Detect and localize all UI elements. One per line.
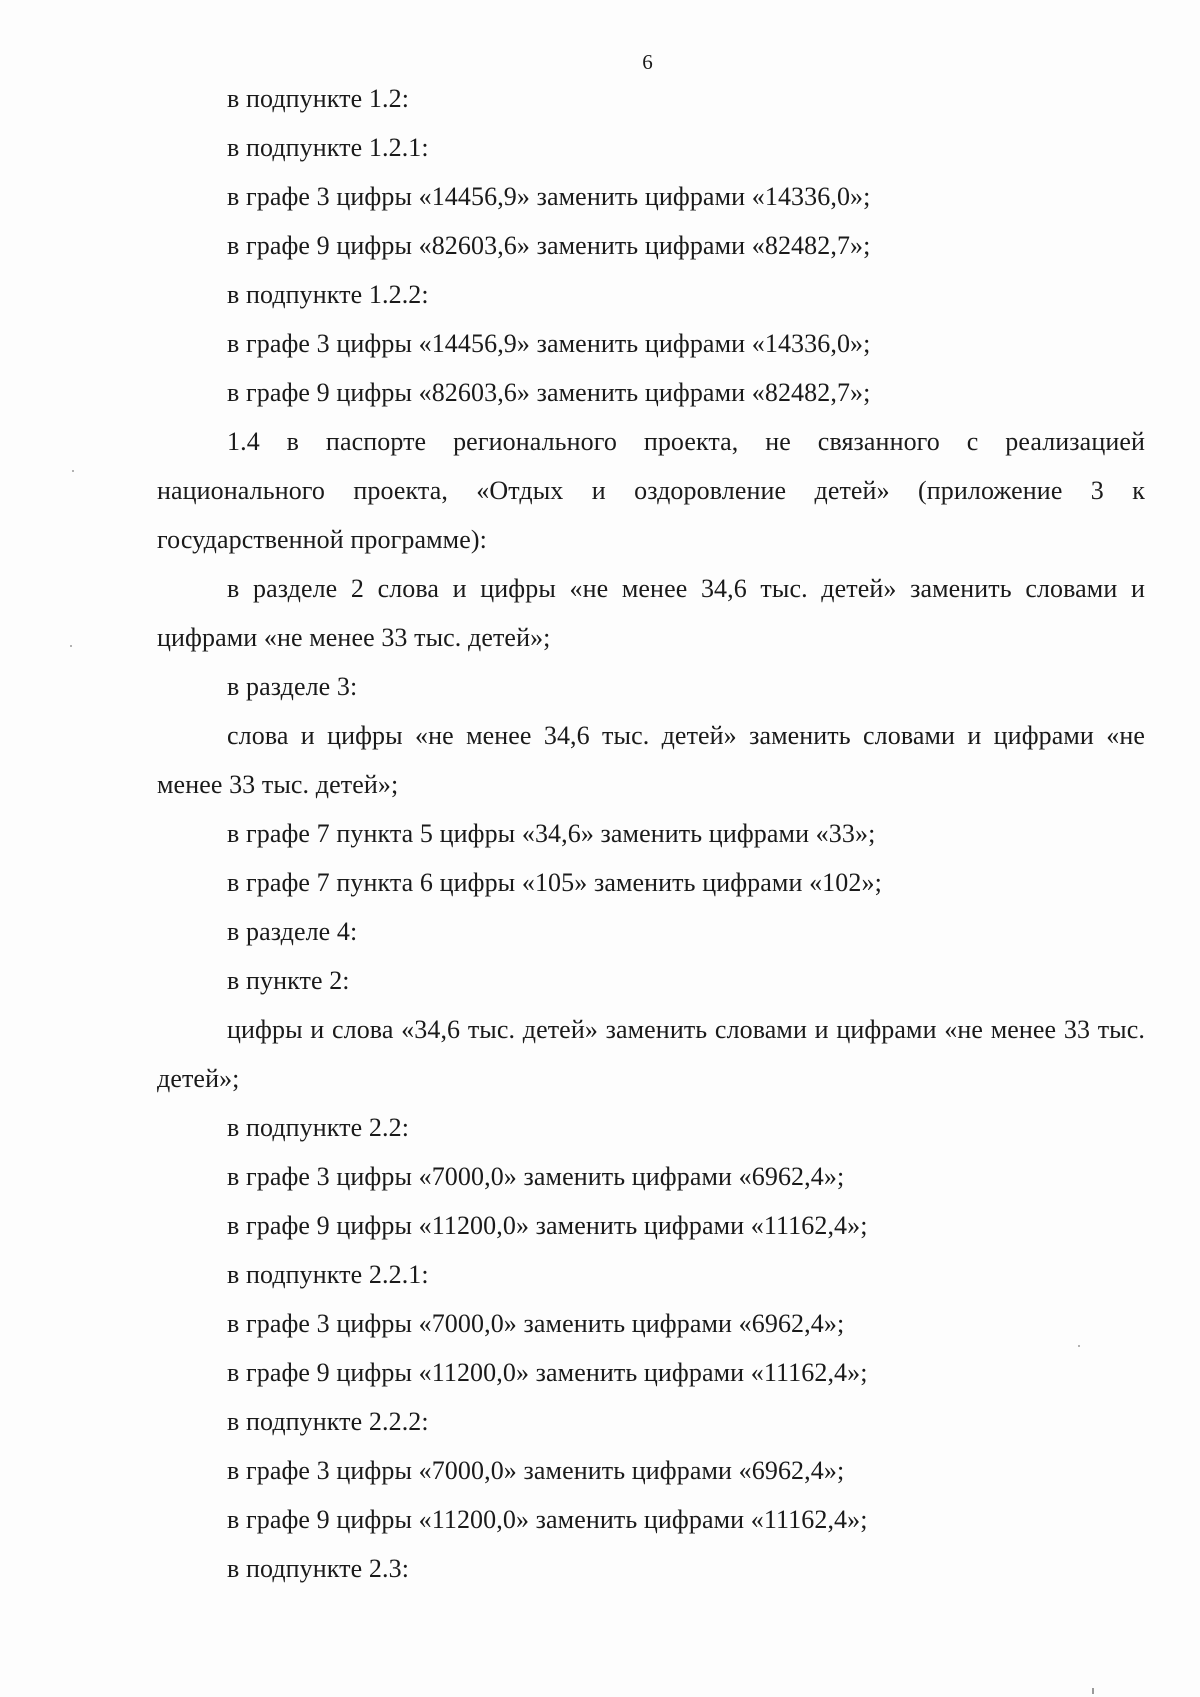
paragraph: в подпункте 2.2.2: <box>227 1407 429 1436</box>
paragraph: в графе 9 цифры «11200,0» заменить цифрами «11162,4»; <box>227 1358 868 1387</box>
paragraph: 1.4 в паспорте регионального проекта, не связанного с реализацией национального проекта, «Отдых и оздоровление детей» (приложение 3 к государственной программе): <box>157 427 1145 554</box>
paragraph: в разделе 3: <box>227 672 358 701</box>
paragraph: в разделе 4: <box>227 917 358 946</box>
paragraph: цифры и слова «34,6 тыс. детей» заменить словами и цифрами «не менее 33 тыс. детей»; <box>157 1015 1145 1093</box>
paragraph: в подпункте 1.2: <box>227 84 410 113</box>
paragraph: в графе 9 цифры «82603,6» заменить цифрами «82482,7»; <box>227 378 871 407</box>
paragraph: в подпункте 1.2.2: <box>227 280 429 309</box>
paragraph: слова и цифры «не менее 34,6 тыс. детей» заменить словами и цифрами «не менее 33 тыс. детей»; <box>157 721 1145 799</box>
scan-speck <box>70 645 72 647</box>
paragraph: в графе 3 цифры «14456,9» заменить цифрами «14336,0»; <box>227 329 871 358</box>
paragraph: в подпункте 1.2.1: <box>227 133 429 162</box>
scan-speck <box>1092 1688 1094 1694</box>
paragraph: в графе 9 цифры «82603,6» заменить цифрами «82482,7»; <box>227 231 871 260</box>
scan-speck <box>72 470 74 472</box>
paragraph: в подпункте 2.2: <box>227 1113 410 1142</box>
paragraph: в разделе 2 слова и цифры «не менее 34,6 тыс. детей» заменить словами и цифрами «не менее 33 тыс. детей»; <box>157 574 1145 652</box>
paragraph: в графе 3 цифры «7000,0» заменить цифрами «6962,4»; <box>227 1162 845 1191</box>
paragraph: в графе 3 цифры «14456,9» заменить цифрами «14336,0»; <box>227 182 871 211</box>
document-body <box>157 74 1145 1593</box>
paragraph: в подпункте 2.2.1: <box>227 1260 429 1289</box>
paragraph: в графе 7 пункта 6 цифры «105» заменить цифрами «102»; <box>227 868 882 897</box>
paragraph: в графе 3 цифры «7000,0» заменить цифрами «6962,4»; <box>227 1309 845 1338</box>
paragraph: в графе 9 цифры «11200,0» заменить цифрами «11162,4»; <box>227 1211 868 1240</box>
paragraph: в графе 9 цифры «11200,0» заменить цифрами «11162,4»; <box>227 1505 868 1534</box>
scan-speck <box>1078 1345 1080 1347</box>
paragraph: в пункте 2: <box>227 966 350 995</box>
paragraph: в подпункте 2.3: <box>227 1554 410 1583</box>
paragraph: в графе 7 пункта 5 цифры «34,6» заменить цифрами «33»; <box>227 819 876 848</box>
paragraph: в графе 3 цифры «7000,0» заменить цифрами «6962,4»; <box>227 1456 845 1485</box>
page-number: 6 <box>642 50 653 74</box>
